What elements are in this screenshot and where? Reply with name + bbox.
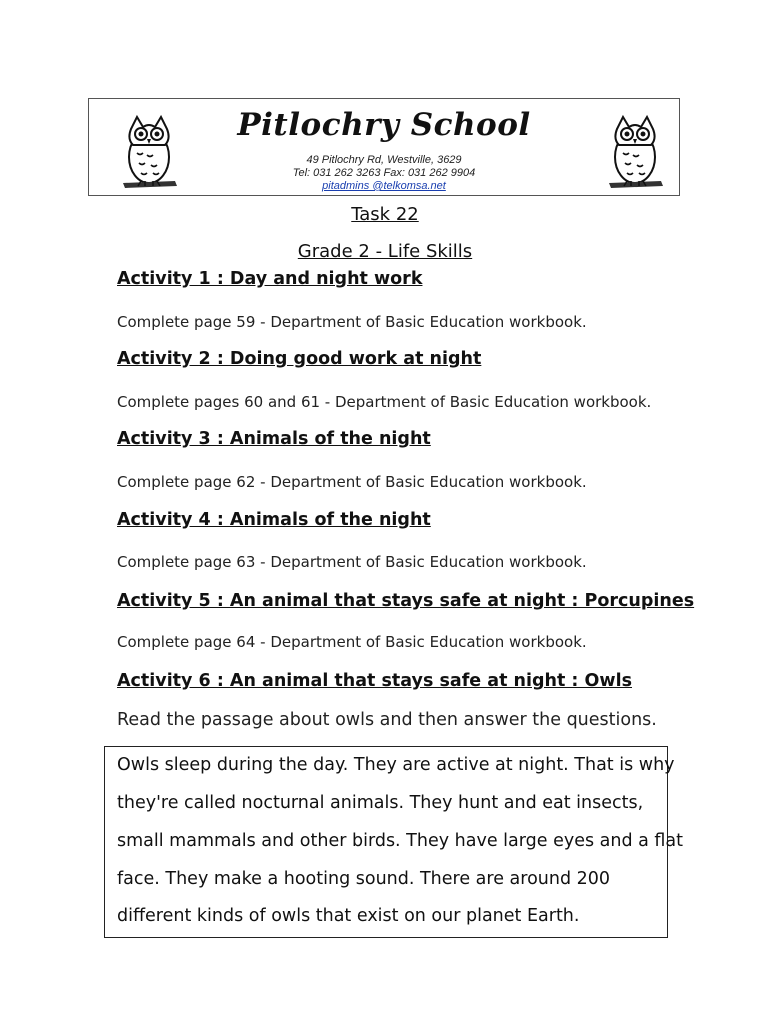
owl-passage-box (104, 746, 684, 938)
grade-subtitle: Grade 2 - Life Skills (297, 241, 473, 262)
school-contact: Tel: 031 262 3263 Fax: 031 262 9904 (292, 167, 476, 179)
activity-6-heading: Activity 6 : An animal that stays safe at night : Owls (117, 671, 632, 691)
school-address: 49 Pitlochry Rd, Westville, 3629 (306, 154, 462, 166)
activity-3-text: Complete page 62 - Department of Basic Education workbook. (117, 473, 587, 491)
school-email-link[interactable]: pitadmins @telkomsa.net (322, 180, 446, 192)
passage-line: they're called nocturnal animals. They hunt and eat insects, (117, 793, 644, 813)
activity-5-heading: Activity 5 : An animal that stays safe at night : Porcupines (117, 591, 695, 611)
activity-2-text: Complete pages 60 and 61 - Department of Basic Education workbook. (117, 393, 652, 411)
passage-line: different kinds of owls that exist on our planet Earth. (117, 906, 580, 926)
passage-line: Owls sleep during the day. They are active at night. That is why (117, 755, 675, 775)
letterhead (88, 98, 680, 196)
activity-1-heading: Activity 1 : Day and night work (117, 269, 423, 289)
school-name: Pitlochry School (237, 107, 531, 143)
activity-1-text: Complete page 59 - Department of Basic Education workbook. (117, 313, 587, 331)
activity-5-text: Complete page 64 - Department of Basic Education workbook. (117, 633, 587, 651)
activity-6-text: Read the passage about owls and then answer the questions. (117, 710, 657, 730)
passage-line: face. They make a hooting sound. There are around 200 (117, 869, 611, 889)
task-title: Task 22 (351, 204, 419, 225)
activity-2-heading: Activity 2 : Doing good work at night (117, 349, 482, 369)
activity-3-heading: Activity 3 : Animals of the night (117, 429, 431, 449)
passage-line: small mammals and other birds. They have large eyes and a flat (117, 831, 684, 851)
activity-4-heading: Activity 4 : Animals of the night (117, 510, 431, 530)
activity-4-text: Complete page 63 - Department of Basic Education workbook. (117, 553, 587, 571)
owl-icon (605, 109, 665, 191)
